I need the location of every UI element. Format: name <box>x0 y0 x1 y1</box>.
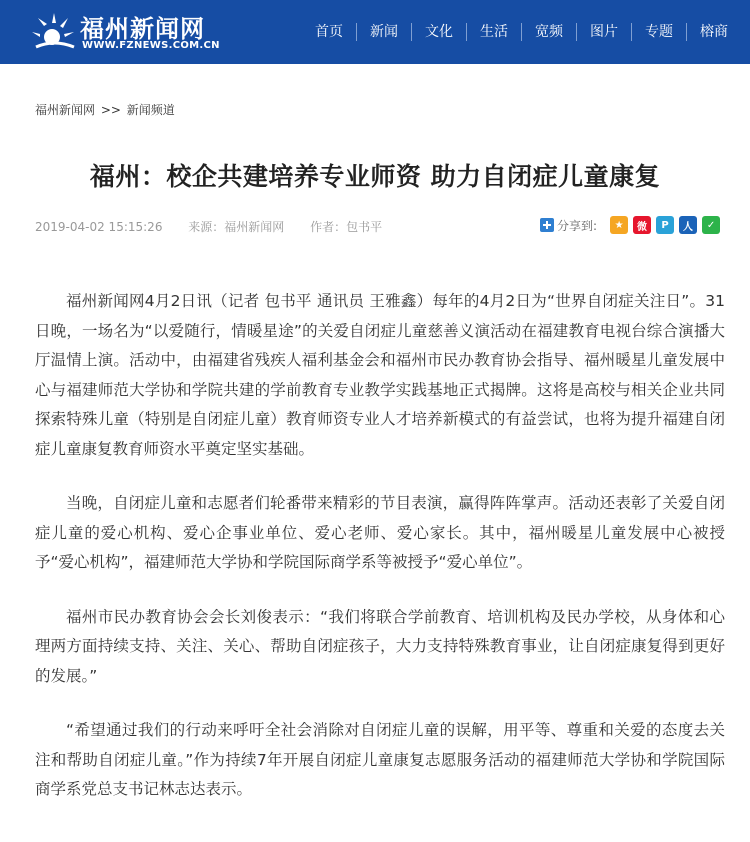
renren-icon[interactable]: 人 <box>679 216 697 234</box>
article-datetime: 2019-04-02 15:15:26 <box>35 220 163 234</box>
share-plus-icon[interactable] <box>540 218 554 232</box>
qzone-icon[interactable]: ★ <box>610 216 628 234</box>
main-nav <box>302 0 741 64</box>
breadcrumb-separator: >> <box>100 103 121 117</box>
nav-item-culture[interactable]: 文化 <box>411 23 466 41</box>
share-label: 分享到: <box>557 218 598 233</box>
article-paragraph: 福州新闻网4月2日讯（记者 包书平 通讯员 王雅鑫）每年的4月2日为“世界自闭症关注日”。31日晚，一场名为“以爱随行，情暖星途”的关爱自闭症儿童慈善义演活动在福建教育电视台综合演播大厅温情上演。活动中，由福建省残疾人福利基金会和福州市民办教育协会指导、福州暖星儿童发展中心与福建师范大学协和学院共建的学前教育专业教学实践基地正式揭牌。这将是高校与相关企业共同探索特殊儿童（特别是自闭症儿童）教育师资专业人才培养新模式的有益尝试，也将为提升福建自闭症儿童康复教育师资水平奠定坚实基础。 <box>35 292 725 458</box>
wechat-icon[interactable]: ✓ <box>702 216 720 234</box>
breadcrumb <box>35 101 177 118</box>
breadcrumb-home-link[interactable]: 福州新闻网 <box>35 103 96 117</box>
article-paragraph: 福州市民办教育协会会长刘俊表示：“我们将联合学前教育、培训机构及民办学校，从身体和心理两方面持续支持、关注、关心、帮助自闭症孩子，大力支持特殊教育事业，让自闭症康复得到更好的发展。” <box>35 607 725 685</box>
nav-item-rongshang[interactable]: 榕商 <box>686 23 741 41</box>
article-body <box>35 287 725 830</box>
article-paragraph: 当晚，自闭症儿童和志愿者们轮番带来精彩的节目表演，赢得阵阵掌声。活动还表彰了关爱自闭症儿童的爱心机构、爱心企事业单位、爱心老师、爱心家长。其中，福州暖星儿童发展中心被授予“爱心机构”，福建师范大学协和学院国际商学系等被授予“爱心单位”。 <box>35 494 725 571</box>
nav-item-life[interactable]: 生活 <box>466 23 521 41</box>
nav-item-video[interactable]: 宽频 <box>521 23 576 41</box>
article-title: 福州：校企共建培养专业师资 助力自闭症儿童康复 <box>89 162 661 191</box>
nav-item-home[interactable]: 首页 <box>315 24 343 40</box>
site-header <box>0 0 750 64</box>
site-name: 福州新闻网 <box>80 15 205 43</box>
site-logo[interactable] <box>32 9 232 57</box>
article-paragraph: “希望通过我们的行动来呼吁全社会消除对自闭症儿童的误解，用平等、尊重和关爱的态度去关注和帮助自闭症儿童。”作为持续7年开展自闭症儿童康复志愿服务活动的福建师范大学协和学院国际商学系党总支书记林志达表示。 <box>35 721 725 798</box>
nav-item-topics[interactable]: 专题 <box>631 23 686 41</box>
breadcrumb-channel-link[interactable]: 新闻频道 <box>126 103 175 117</box>
tencent-weibo-icon[interactable]: P <box>656 216 674 234</box>
article-author: 作者：包书平 <box>310 220 383 234</box>
nav-item-pictures[interactable]: 图片 <box>576 23 631 41</box>
article-meta <box>35 218 404 235</box>
weibo-icon[interactable]: 微 <box>633 216 651 234</box>
nav-item-news[interactable]: 新闻 <box>356 23 411 41</box>
article-source: 来源：福州新闻网 <box>188 220 285 234</box>
share-bar <box>540 214 720 236</box>
site-url: WWW.FZNEWS.COM.CN <box>82 40 220 51</box>
logo-sun-icon <box>32 9 76 53</box>
